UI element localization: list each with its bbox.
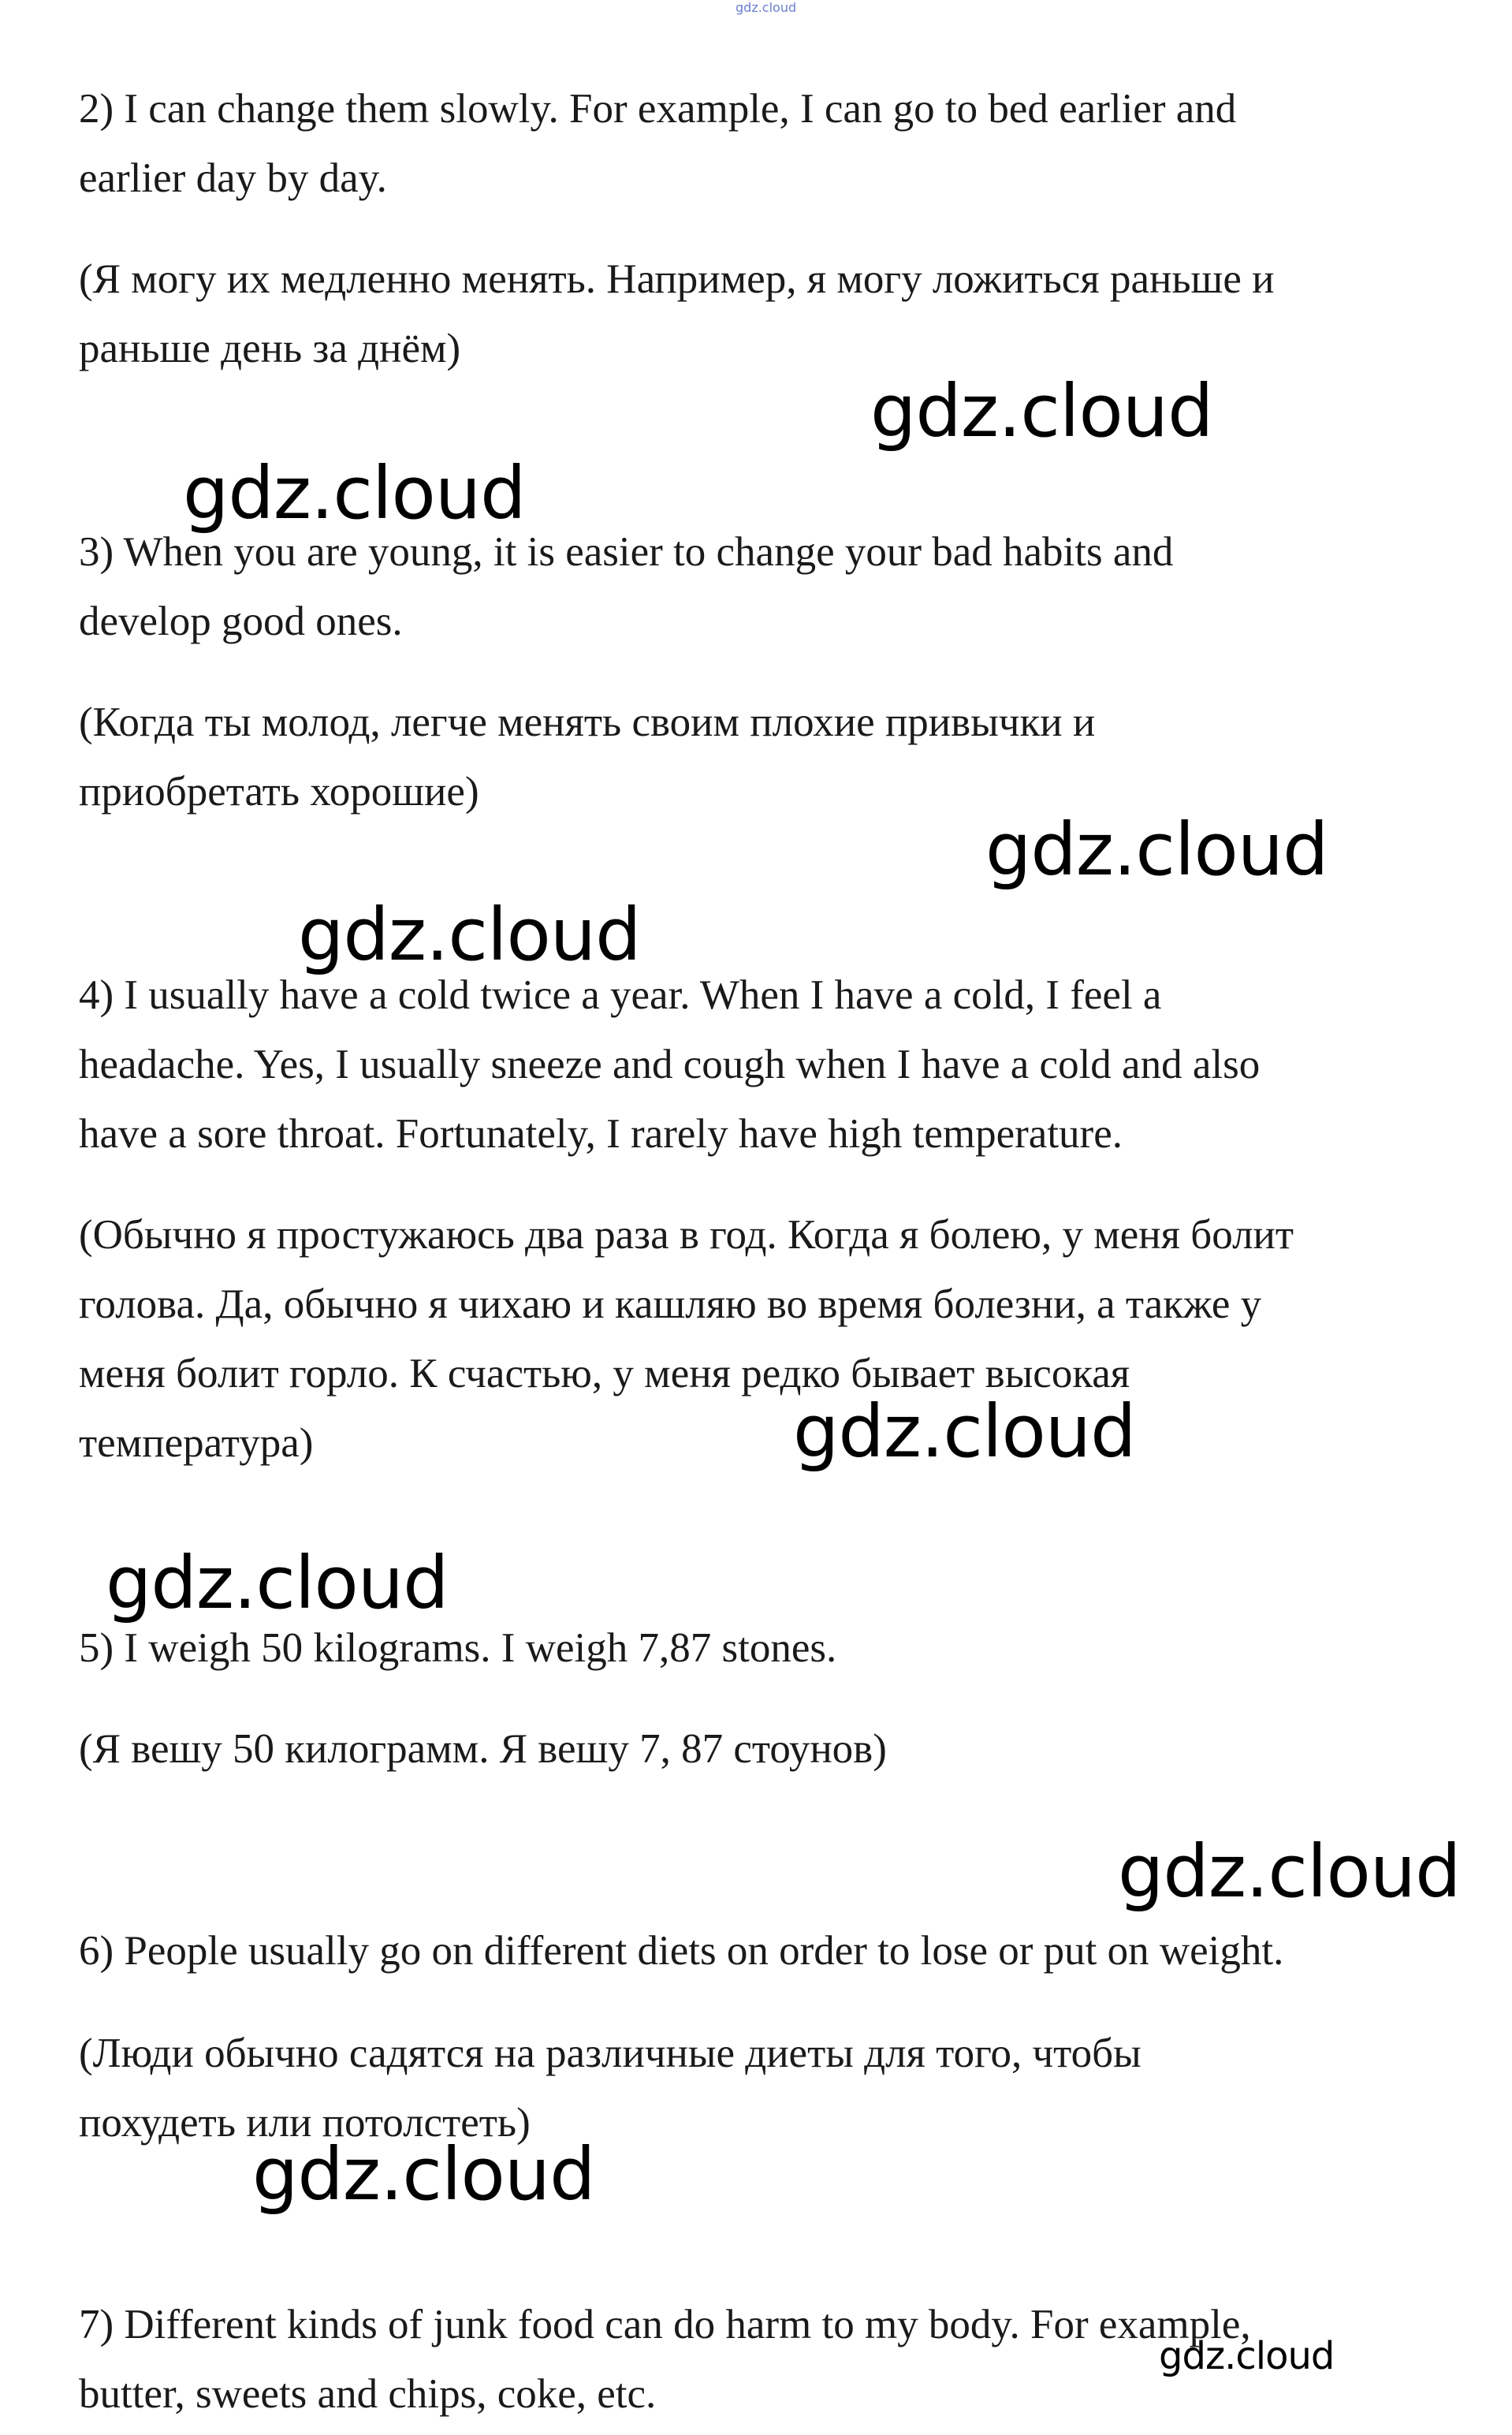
text-line: 4) I usually have a cold twice a year. When I have a cold, I feel a [79, 972, 1162, 1018]
watermark: gdz.cloud [1159, 2334, 1335, 2378]
watermark: gdz.cloud [793, 1389, 1136, 1474]
text-line: похудеть или потолстеть) [79, 2100, 531, 2146]
watermark: gdz.cloud [106, 1541, 449, 1625]
answer-7-english [79, 2290, 1251, 2429]
text-line: температура) [79, 1420, 314, 1466]
answer-5-russian [79, 1714, 887, 1784]
watermark: gdz.cloud [1118, 1829, 1461, 1914]
answer-6-english [79, 1916, 1283, 1986]
text-line: (Обычно я простужаюсь два раза в год. Когда я болею, у меня болит [79, 1212, 1294, 1258]
text-line: headache. Yes, I usually sneeze and cough when I have a cold and also [79, 1042, 1261, 1087]
text-line: (Я вешу 50 килограмм. Я вешу 7, 87 стоунов) [79, 1726, 887, 1772]
watermark: gdz.cloud [870, 369, 1213, 453]
answer-5-english [79, 1613, 836, 1683]
text-line: раньше день за днём) [79, 326, 461, 371]
answer-3-english [79, 517, 1173, 656]
text-line: голова. Да, обычно я чихаю и кашляю во время болезни, а также у [79, 1281, 1262, 1327]
text-line: 6) People usually go on different diets on order to lose or put on weight. [79, 1928, 1284, 1974]
text-line: меня болит горло. К счастью, у меня редко бывает высокая [79, 1351, 1130, 1396]
text-line: 7) Different kinds of junk food can do harm to my body. For example, [79, 2302, 1251, 2347]
answer-2-english [79, 74, 1236, 213]
answer-6-russian [79, 2019, 1141, 2157]
answer-3-russian [79, 688, 1095, 826]
watermark: gdz.cloud [183, 451, 526, 535]
text-line: приобретать хорошие) [79, 769, 479, 815]
text-line: (Я могу их медленно менять. Например, я могу ложиться раньше и [79, 256, 1275, 302]
watermark: gdz.cloud [985, 807, 1328, 892]
text-line: earlier day by day. [79, 155, 387, 201]
text-line: butter, sweets and chips, coke, etc. [79, 2371, 657, 2417]
text-line: (Люди обычно садятся на различные диеты для того, чтобы [79, 2030, 1141, 2076]
top-watermark: gdz.cloud [736, 0, 797, 15]
text-line: (Когда ты молод, легче менять своим плохие привычки и [79, 699, 1096, 745]
text-line: 5) I weigh 50 kilograms. I weigh 7,87 stones. [79, 1625, 837, 1671]
answer-4-english [79, 960, 1260, 1169]
text-line: 3) When you are young, it is easier to change your bad habits and [79, 529, 1174, 575]
text-line: develop good ones. [79, 598, 403, 644]
answer-2-russian [79, 244, 1274, 383]
watermark: gdz.cloud [252, 2132, 595, 2217]
text-line: have a sore throat. Fortunately, I rarely have high temperature. [79, 1111, 1123, 1157]
watermark: gdz.cloud [298, 893, 641, 977]
text-line: 2) I can change them slowly. For example, I can go to bed earlier and [79, 86, 1237, 132]
